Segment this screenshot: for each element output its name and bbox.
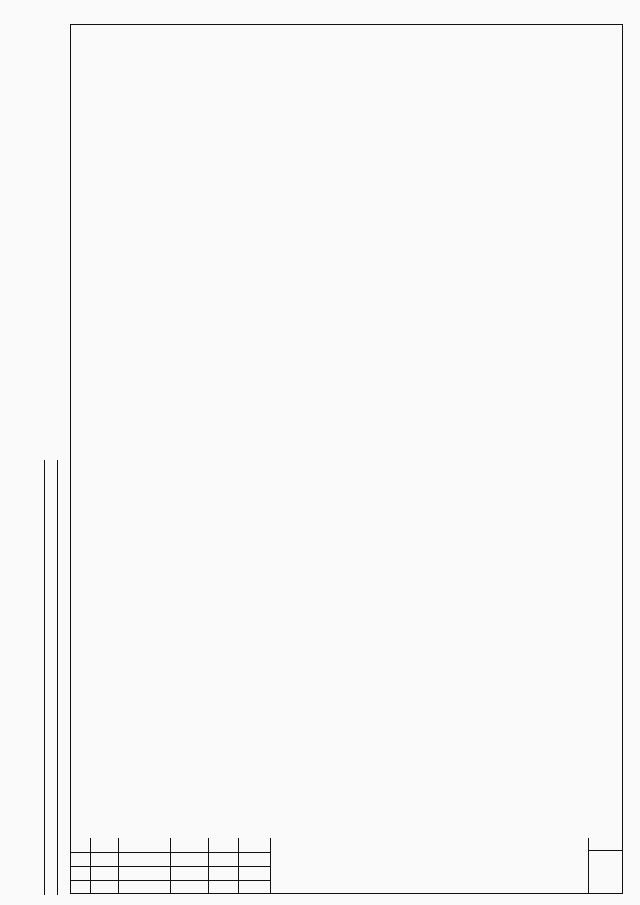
page-frame [70, 24, 623, 894]
revision-grid [70, 838, 271, 894]
side-stamp [44, 460, 71, 895]
sheet-box [588, 838, 623, 894]
sheet-divider [589, 850, 623, 851]
grid-line [170, 838, 171, 894]
grid-line [90, 838, 91, 894]
grid-line [118, 838, 119, 894]
grid-line [208, 838, 209, 894]
grid-line [238, 838, 239, 894]
title-block [70, 838, 623, 894]
